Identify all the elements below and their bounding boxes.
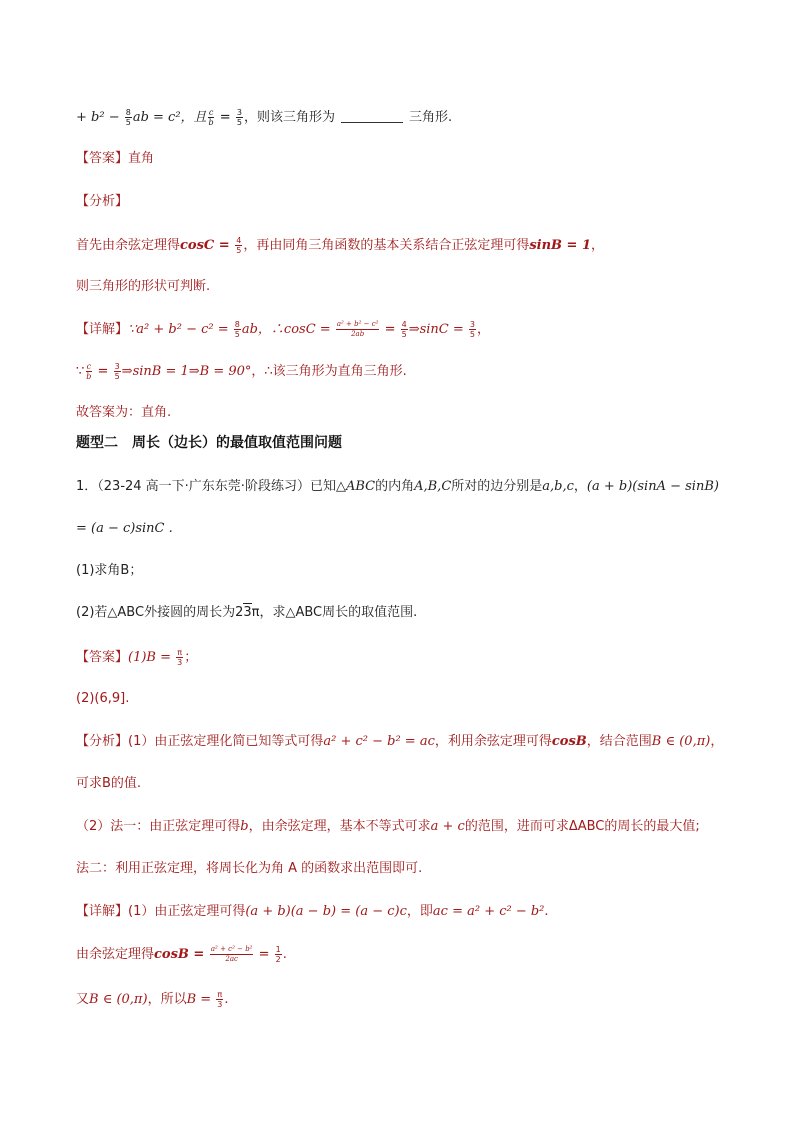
question-1-part2 [76,604,734,622]
fraction [401,320,408,339]
frac-den: 5 [469,330,475,339]
fraction [275,945,282,964]
frac-num: π [177,648,183,657]
analysis-2-line3 [76,818,734,836]
text: ，由余弦定理，基本不等式可求 [248,819,431,834]
frac-den: 2ab [351,330,365,338]
frac-den: 5 [236,246,242,255]
fraction [210,945,254,964]
detail-2-line3 [76,990,734,1009]
text: = [215,110,235,125]
answer-label: 【答案】 [76,151,129,166]
text: ，则该三角形为 [243,110,335,125]
text: ，利用余弦定理可得 [434,734,552,749]
fraction [176,648,183,667]
text: (2)(6,9]. [76,691,130,706]
text: 又 [76,992,90,1007]
fraction [114,362,121,381]
formula: ac = a² + c² − b² [432,904,545,919]
detail-label: 【详解】 [76,322,129,337]
formula: a,b,c [542,479,574,494]
formula: B ∈ (0,π) [89,992,148,1007]
text: 的范围，进而可求ΔABC的周长的最大值; [464,819,700,834]
analysis-1-line2 [76,278,734,296]
formula: a + c [430,819,465,834]
detail-2-line2 [76,945,734,964]
frac-num: 3 [469,320,475,329]
text: ，所以 [147,992,187,1007]
text: . [224,992,229,1007]
frac-den: 2 [275,955,281,964]
text: 法二：利用正弦定理，将周长化为角 A 的函数求出范围即可. [76,861,423,876]
text: ，∴该三角形为直角三角形. [251,364,407,379]
frac-den: 5 [114,372,120,381]
text: (1）由正弦定理化简已知等式可得 [128,734,324,749]
answer-value: 直角 [128,151,155,166]
text: (1)求角B； [76,563,143,578]
final-answer-1 [76,404,734,422]
heading-text: 题型二 周长（边长）的最值取值范围问题 [76,435,342,451]
formula: ⇒sinC = [408,322,468,337]
formula: (1)B = [128,650,176,665]
text: (2)若△ABC外接圆的周长为2 [76,605,244,620]
detail-2-line1 [76,903,734,921]
frac-den: b [208,118,214,127]
formula: ∵a² + b² − c² = [128,322,233,337]
formula: b [240,819,249,834]
answer-label: 【答案】 [76,650,129,665]
frac-num: 4 [401,320,407,329]
frac-den: 5 [236,118,242,127]
text: = [93,364,113,379]
text: ∵ [76,364,85,379]
frac-num: 8 [234,320,240,329]
analysis-label-1 [76,193,734,211]
text: 故答案为：直角. [76,405,172,420]
formula: B = [186,992,216,1007]
text: ， [477,322,491,337]
text: 则三角形的形状可判断. [76,279,211,294]
fraction [236,108,243,127]
text: . [544,904,549,919]
formula: cosB [551,734,587,749]
formula: ab，∴cosC = [241,322,335,337]
answer-2-line2 [76,690,734,708]
text: + b² − [76,110,124,125]
question-1-part1 [76,562,734,580]
formula: B ∈ (0,π) [651,734,711,749]
text: ； [184,650,198,665]
formula: ⇒sinB = 1⇒B = 90° [121,364,252,379]
answer-2-line1 [76,648,734,667]
fraction [216,990,223,1009]
analysis-1-line1 [76,236,734,255]
frac-num: c [86,362,92,371]
formula: = (a − c)sinC . [76,521,173,536]
frac-num: a² + c² − b² [210,945,253,953]
analysis-2-line4 [76,860,734,878]
analysis-label: 【分析】 [76,194,129,209]
section-heading [76,434,734,452]
text: 可求B的值. [76,776,142,791]
text: 由余弦定理得 [76,947,155,962]
frac-den: 3 [217,1000,223,1009]
fraction [125,108,132,127]
text: ， [591,238,605,253]
text: = [254,947,274,962]
text: π [251,605,260,620]
formula: cosB = [154,947,209,962]
text: ， [710,734,724,749]
frac-num: 3 [236,108,242,117]
formula: (a + b)(sinA − sinB) [586,479,719,494]
fraction [85,362,92,381]
formula: A,B,C [414,479,452,494]
detail-1-line1 [76,320,734,339]
frac-num: 1 [275,945,281,954]
text: ，再由同角三角函数的基本关系结合正弦定理可得 [243,238,530,253]
text: (1）由正弦定理可得 [128,904,246,919]
question-1-line1 [76,478,734,496]
text: 首先由余弦定理得 [76,238,181,253]
fraction [208,108,215,127]
frac-den: 5 [234,330,240,339]
text: 三角形. [408,110,453,125]
frac-num: 8 [125,108,131,117]
frac-num: 4 [236,236,242,245]
formula: ABC [345,479,376,494]
text: （2）法一：由正弦定理可得 [76,819,241,834]
text: . [282,947,287,962]
text: 1．（23-24 高一下·广东东莞·阶段练习）已知△ [76,479,346,494]
text: = [380,322,400,337]
text: ab = c²，且 [132,110,207,125]
answer-blank [341,110,403,123]
text: 所对的边分别是 [451,479,543,494]
formula: sinB = 1 [529,238,592,253]
fraction [336,320,380,339]
analysis-2-line2 [76,775,734,793]
formula: cosC = [180,238,235,253]
frac-den: b [86,372,92,381]
problem-tail [76,108,734,127]
text: ，结合范围 [586,734,652,749]
question-1-line2 [76,520,734,538]
text: ，求△ABC周长的取值范围. [259,605,418,620]
analysis-label: 【分析】 [76,734,129,749]
frac-den: 5 [125,118,131,127]
formula: a² + c² − b² = ac [323,734,435,749]
answer-1 [76,150,734,168]
detail-label: 【详解】 [76,904,129,919]
frac-den: 3 [177,658,183,667]
frac-den: 2ac [225,955,238,963]
text: ，即 [406,904,433,919]
text: ， [573,479,587,494]
frac-num: a² + b² − c² [336,320,379,328]
frac-num: π [217,990,223,999]
analysis-2-line1 [76,733,734,751]
frac-num: 3 [114,362,120,371]
frac-num: c [208,108,214,117]
fraction [234,320,241,339]
frac-den: 5 [401,330,407,339]
sqrt-radicand: 3 [243,605,252,620]
formula: (a + b)(a − b) = (a − c)c [245,904,407,919]
fraction [469,320,476,339]
text: 的内角 [375,479,415,494]
detail-1-line2 [76,362,734,381]
fraction [235,236,242,255]
